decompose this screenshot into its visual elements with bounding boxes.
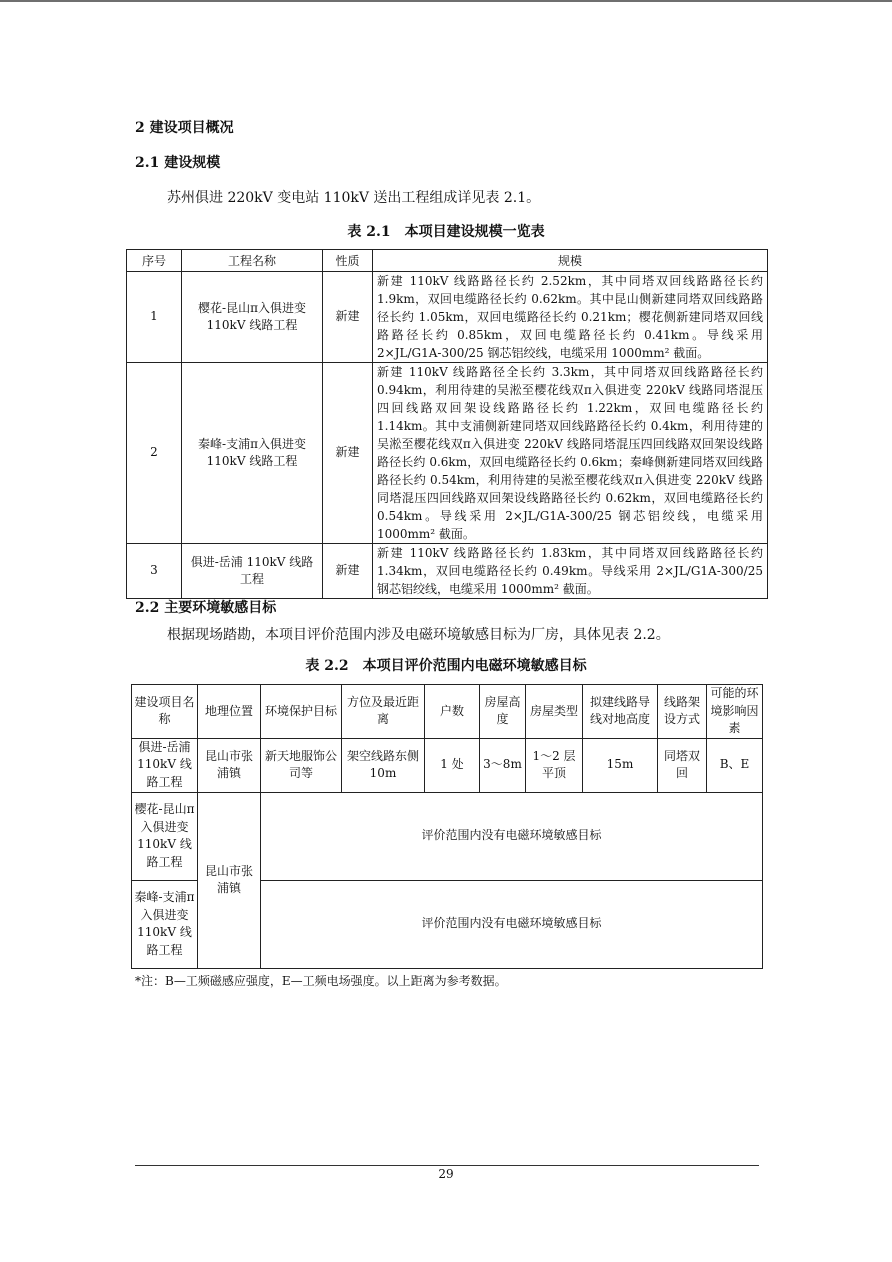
cell-location: 昆山市张浦镇 — [198, 792, 261, 968]
cell-project: 秦峰-支浦π入俱进变 110kV 线路工程 — [132, 880, 198, 968]
col-header-location: 地理位置 — [198, 685, 261, 739]
subsection-heading-sensitive: 2.2 主要环境敏感目标 — [135, 600, 277, 616]
cell-no: 1 — [127, 272, 182, 363]
sensitive-paragraph: 根据现场踏勘，本项目评价范围内涉及电磁环境敏感目标为厂房，具体见表 2.2。 — [167, 627, 670, 643]
construction-scale-table — [126, 249, 768, 599]
cell-type: 新建 — [323, 272, 373, 363]
table1-caption: 表 2.1 本项目建设规模一览表 — [347, 224, 545, 240]
section-heading: 2 建设项目概况 — [135, 120, 234, 136]
col-header-distance: 方位及最近距离 — [342, 685, 425, 739]
footer-rule — [135, 1165, 759, 1166]
cell-name: 樱花-昆山π入俱进变110kV 线路工程 — [182, 272, 323, 363]
col-header-project: 建设项目名称 — [132, 685, 198, 739]
cell-house-type: 1～2 层平顶 — [526, 738, 583, 792]
cell-none: 评价范围内没有电磁环境敏感目标 — [261, 792, 763, 880]
col-header-type: 性质 — [323, 250, 373, 272]
col-header-name: 工程名称 — [182, 250, 323, 272]
col-header-scale: 规模 — [373, 250, 768, 272]
cell-households: 1 处 — [425, 738, 480, 792]
cell-none: 评价范围内没有电磁环境敏感目标 — [261, 880, 763, 968]
cell-scale: 新建 110kV 线路路径长约 1.83km，其中同塔双回线路路径长约 1.34km，双回电缆路径长约 0.49km。导线采用 2×JL/G1A-300/25 钢芯铝绞线，电缆采用 1000mm² 截面。 — [373, 544, 768, 599]
page-number: 29 — [438, 1167, 454, 1181]
cell-location: 昆山市张浦镇 — [198, 738, 261, 792]
col-header-households: 户数 — [425, 685, 480, 739]
table-header-row — [132, 685, 763, 739]
cell-project: 樱花-昆山π入俱进变 110kV 线路工程 — [132, 792, 198, 880]
cell-factors: B、E — [707, 738, 763, 792]
subsection-heading-scale: 2.1 建设规模 — [135, 155, 221, 171]
table-row — [127, 363, 768, 544]
cell-name: 秦峰-支浦π入俱进变110kV 线路工程 — [182, 363, 323, 544]
sensitive-targets-table — [131, 684, 763, 969]
cell-project: 俱进-岳浦 110kV 线路工程 — [132, 738, 198, 792]
table-row — [132, 792, 763, 880]
col-header-method: 线路架设方式 — [658, 685, 707, 739]
table-row — [127, 544, 768, 599]
cell-no: 3 — [127, 544, 182, 599]
cell-type: 新建 — [323, 544, 373, 599]
scale-paragraph: 苏州俱进 220kV 变电站 110kV 送出工程组成详见表 2.1。 — [167, 190, 541, 206]
table-row — [132, 738, 763, 792]
cell-method: 同塔双回 — [658, 738, 707, 792]
cell-no: 2 — [127, 363, 182, 544]
col-header-height: 房屋高度 — [480, 685, 526, 739]
cell-scale: 新建 110kV 线路路径长约 2.52km，其中同塔双回线路路径长约 1.9km，双回电缆路径长约 0.62km。其中昆山侧新建同塔双回线路路径长约 1.05km，双回电缆路径长约 0.21km；樱花侧新建同塔双回线路路径长约 0.85km，双回电缆路径长约 0.41km。导线采用 2×JL/G1A-300/25 钢芯铝绞线，电缆采用 1000mm² 截面。 — [373, 272, 768, 363]
cell-target: 新天地服饰公司等 — [261, 738, 342, 792]
top-rule — [0, 0, 892, 2]
table-row — [127, 272, 768, 363]
cell-height: 3～8m — [480, 738, 526, 792]
col-header-factors: 可能的环境影响因素 — [707, 685, 763, 739]
cell-distance: 架空线路东侧 10m — [342, 738, 425, 792]
cell-line-height: 15m — [583, 738, 658, 792]
col-header-house-type: 房屋类型 — [526, 685, 583, 739]
cell-scale: 新建 110kV 线路路径全长约 3.3km，其中同塔双回线路路径长约 0.94km，利用待建的吴淞至樱花线双π入俱进变 220kV 线路同塔混压四回线路双回架设线路路径长约 1.22km，双回电缆路径长约 1.14km。其中支浦侧新建同塔双回线路路径长约 0.4km，利用待建的吴淞至樱花线双π入俱进变 220kV 线路同塔混压四回线路双回架设线路路径长约 0.6km，双回电缆路径长约 0.6km；秦峰侧新建同塔双回线路路径长约 0.54km，利用待建的吴淞至樱花线双π入俱进变 220kV 线路同塔混压四回线路双回架设线路路径长约 0.62km，双回电缆路径长约 0.54km。导线采用 2×JL/G1A-300/25 钢芯铝绞线，电缆采用 1000mm² 截面。 — [373, 363, 768, 544]
col-header-line-height: 拟建线路导线对地高度 — [583, 685, 658, 739]
col-header-no: 序号 — [127, 250, 182, 272]
table2-caption: 表 2.2 本项目评价范围内电磁环境敏感目标 — [305, 658, 587, 674]
table-header-row — [127, 250, 768, 272]
col-header-target: 环境保护目标 — [261, 685, 342, 739]
cell-type: 新建 — [323, 363, 373, 544]
cell-name: 俱进-岳浦 110kV 线路工程 — [182, 544, 323, 599]
table-footnote: *注：B—工频磁感应强度，E—工频电场强度。以上距离为参考数据。 — [135, 974, 507, 988]
